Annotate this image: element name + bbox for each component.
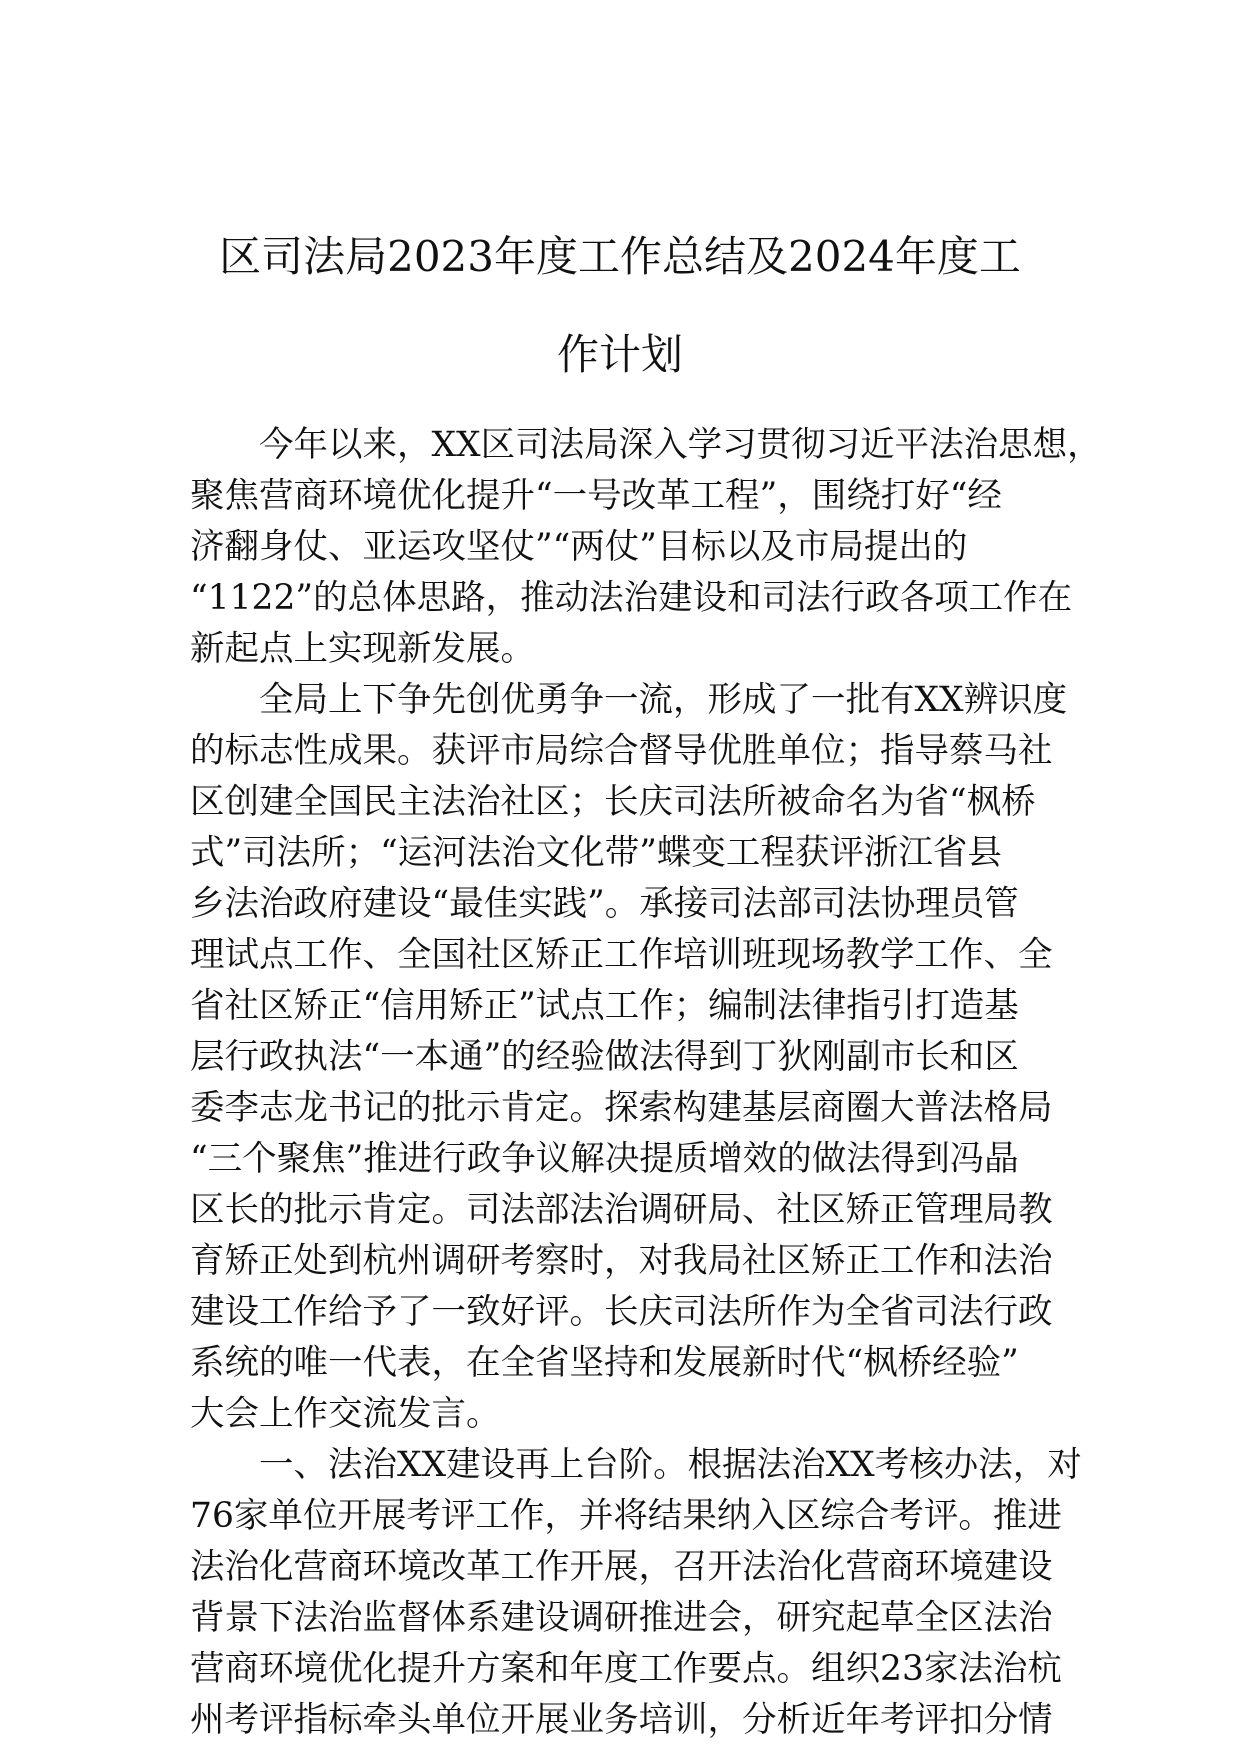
paragraph-line: 区创建全国民主法治社区；长庆司法所被命名为省“枫桥: [190, 782, 1036, 822]
paragraph-line: 今年以来，XX区司法局深入学习贯彻习近平法治思想，: [259, 425, 1102, 465]
paragraph-line: 育矫正处到杭州调研考察时，对我局社区矫正工作和法治: [190, 1241, 1053, 1281]
paragraph-line: 式”司法所；“运河法治文化带”蝶变工程获评浙江省县: [190, 833, 1002, 873]
paragraph-line: 济翻身仗、亚运攻坚仗”“两仗”目标以及市局提出的: [190, 527, 968, 567]
paragraph-line: 法治化营商环境改革工作开展，召开法治化营商环境建设: [190, 1547, 1053, 1587]
section-heading-line: 一、法治XX建设再上台阶。根据法治XX考核办法，对: [259, 1445, 1082, 1485]
paragraph-line: 层行政执法“一本通”的经验做法得到丁狄刚副市长和区: [190, 1037, 1019, 1077]
paragraph-line: 营商环境优化提升方案和年度工作要点。组织23家法治杭: [190, 1649, 1062, 1689]
paragraph-line: 背景下法治监督体系建设调研推进会，研究起草全区法治: [190, 1598, 1053, 1638]
paragraph-line: 大会上作交流发言。: [190, 1394, 501, 1434]
title-line-2: 作计划: [556, 330, 683, 380]
paragraph-line: 省社区矫正“信用矫正”试点工作；编制法律指引打造基: [190, 986, 1019, 1026]
paragraph-line: “三个聚焦”推进行政争议解决提质增效的做法得到冯晶: [190, 1139, 1019, 1179]
paragraph-line: 的标志性成果。获评市局综合督导优胜单位；指导蔡马社: [190, 731, 1053, 771]
paragraph-intro: [190, 420, 1102, 675]
paragraph-line: 聚焦营商环境优化提升“一号改革工程”，围绕打好“经: [190, 476, 1002, 516]
paragraph-line: 建设工作给予了一致好评。长庆司法所作为全省司法行政: [190, 1292, 1053, 1332]
document-title: [190, 208, 1050, 404]
paragraph-line: 新起点上实现新发展。: [190, 629, 535, 669]
document-body: [190, 420, 1102, 1746]
paragraph-line: 委李志龙书记的批示肯定。探索构建基层商圈大普法格局: [190, 1088, 1053, 1128]
paragraph-line: 系统的唯一代表，在全省坚持和发展新时代“枫桥经验”: [190, 1343, 1019, 1383]
paragraph-line: 区长的批示肯定。司法部法治调研局、社区矫正管理局教: [190, 1190, 1053, 1230]
paragraph-section-one: [190, 1440, 1082, 1746]
paragraph-line: 理试点工作、全国社区矫正工作培训班现场教学工作、全: [190, 935, 1053, 975]
title-line-1: 区司法局2023年度工作总结及2024年度工: [219, 232, 1021, 282]
paragraph-line: 76家单位开展考评工作，并将结果纳入区综合考评。推进: [190, 1496, 1062, 1536]
paragraph-line: 全局上下争先创优勇争一流，形成了一批有XX辨识度: [259, 680, 1068, 720]
paragraph-line: 州考评指标牵头单位开展业务培训，分析近年考评扣分情: [190, 1700, 1053, 1740]
paragraph-line: 乡法治政府建设“最佳实践”。承接司法部司法协理员管: [190, 884, 1019, 924]
paragraph-line: “1122”的总体思路，推动法治建设和司法行政各项工作在: [190, 578, 1073, 618]
paragraph-achievements: [190, 675, 1068, 1440]
